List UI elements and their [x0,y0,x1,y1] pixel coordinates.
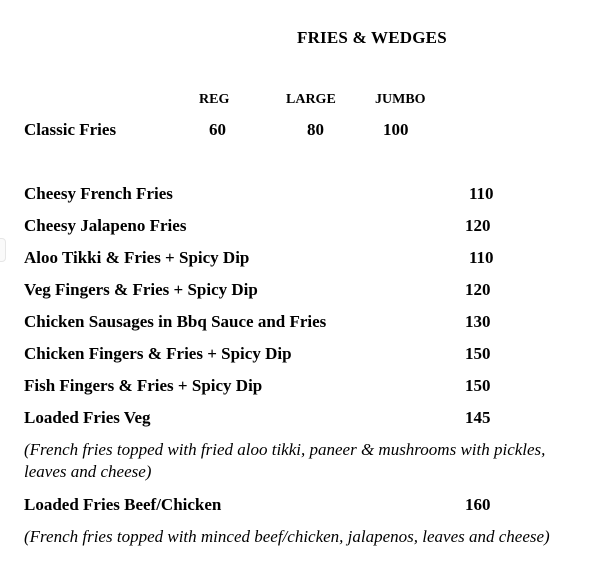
menu-item-price: 120 [465,280,491,299]
classic-fries-price-jumbo: 100 [383,120,409,139]
menu-item-price: 110 [469,184,494,203]
classic-fries-price-reg: 60 [209,120,226,139]
menu-title: FRIES & WEDGES [297,28,447,47]
page-edge-handle [0,238,6,262]
loaded-fries-beef-description: (French fries topped with minced beef/chicken, jalapenos, leaves and cheese) [24,527,550,546]
classic-fries-name: Classic Fries [24,120,117,139]
menu-item-name: Chicken Fingers & Fries + Spicy Dip [24,344,292,363]
size-header-reg: REG [199,92,230,107]
menu-item-price: 110 [469,248,494,267]
menu-item-name: Veg Fingers & Fries + Spicy Dip [24,280,258,299]
size-header-jumbo: JUMBO [375,92,426,107]
loaded-fries-beef-name: Loaded Fries Beef/Chicken [24,495,222,514]
menu-item-name: Chicken Sausages in Bbq Sauce and Fries [24,312,327,331]
menu-item-price: 130 [465,312,491,331]
size-header-large: LARGE [286,92,336,107]
loaded-fries-veg-description: (French fries topped with fried aloo tikki, paneer & mushrooms with pickles, leaves and cheese) [24,440,546,481]
menu-item-name: Loaded Fries Veg [24,408,151,427]
loaded-fries-beef-price: 160 [465,495,491,514]
menu-item-name: Cheesy French Fries [24,184,173,203]
menu-item-name: Fish Fingers & Fries + Spicy Dip [24,376,263,395]
classic-fries-price-large: 80 [307,120,324,139]
menu-item-price: 145 [465,408,491,427]
menu-item-price: 120 [465,216,491,235]
menu-item-name: Cheesy Jalapeno Fries [24,216,187,235]
menu-item-price: 150 [465,344,491,363]
menu-item-name: Aloo Tikki & Fries + Spicy Dip [24,248,250,267]
menu-item-price: 150 [465,376,491,395]
